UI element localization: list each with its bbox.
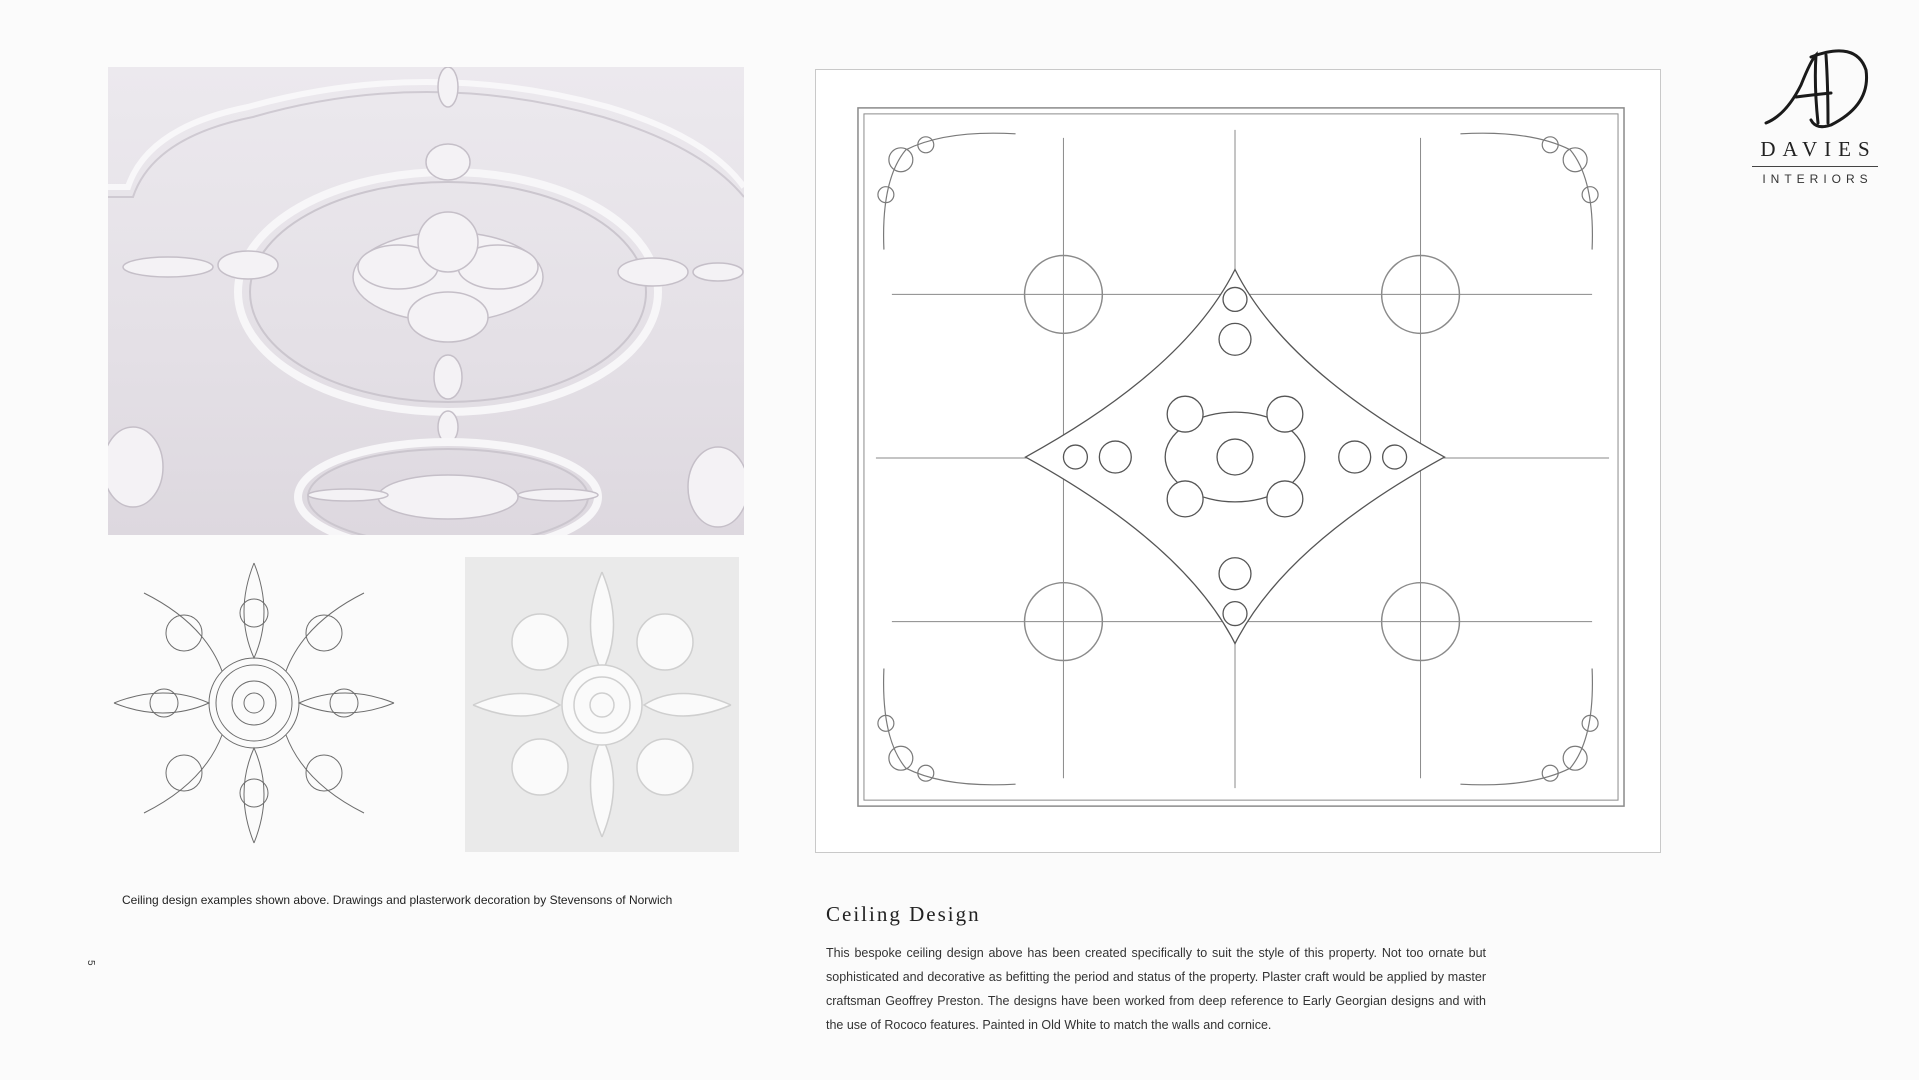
ceiling-plan-drawing <box>815 69 1661 853</box>
image-caption: Ceiling design examples shown above. Drawings and plasterwork decoration by Stevensons of Norwich <box>122 893 673 907</box>
logo-divider <box>1752 166 1878 167</box>
ceiling-photo <box>108 67 744 535</box>
medallion-photo <box>465 557 739 852</box>
logo-name: DAVIES <box>1760 137 1877 161</box>
section-heading: Ceiling Design <box>826 902 981 926</box>
logo-subtitle: INTERIORS <box>1762 172 1873 186</box>
medallion-drawing <box>104 553 404 853</box>
monogram-logo <box>1756 45 1874 135</box>
page-number: 5 <box>85 960 96 966</box>
davies-interiors-logo <box>1742 45 1888 195</box>
description-paragraph: This bespoke ceiling design above has been created specifically to suit the style of this property. Not too ornate but sophisticated and decorative as befitting the period and status of the property. Plaster craft would be applied by master craftsman Geoffrey Preston. The designs have been worked from deep reference to Early Georgian designs and with the use of Rococo features. Painted in Old White to match the walls and cornice. <box>826 946 1486 1032</box>
